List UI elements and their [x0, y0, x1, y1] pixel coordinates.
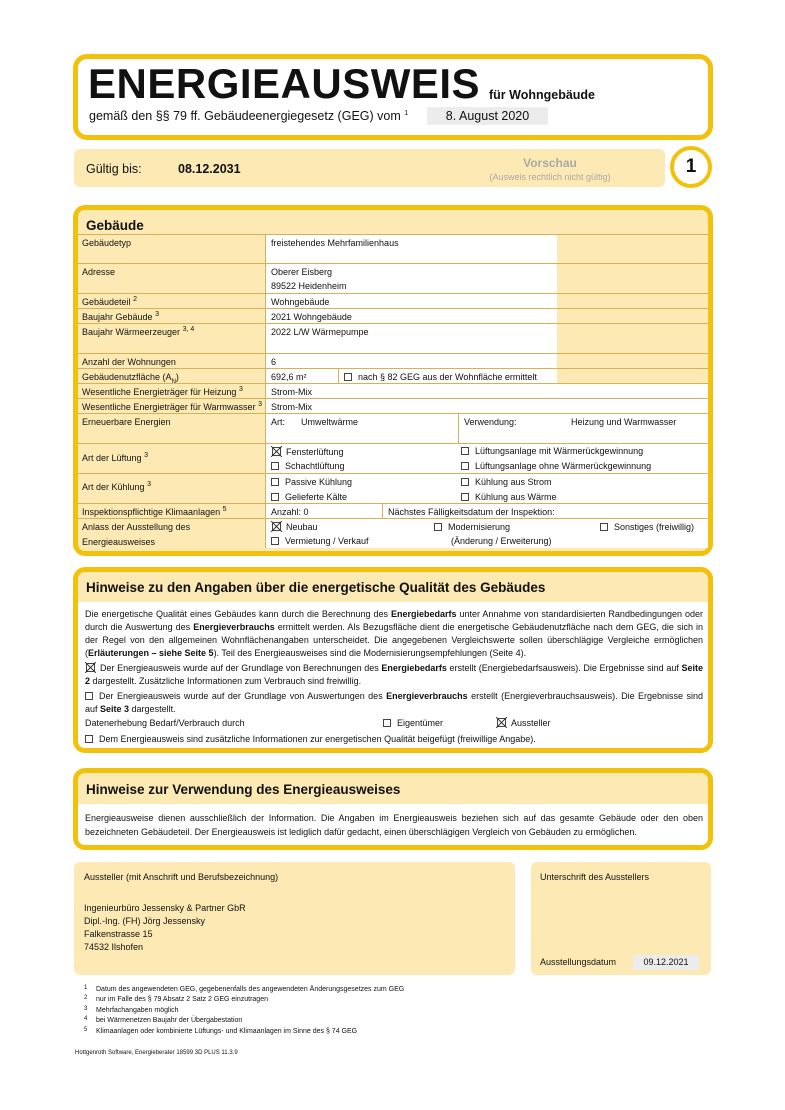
law-reference [89, 109, 408, 123]
renewables-use-value: Heizung und Warmwasser [571, 417, 677, 427]
water-carrier-sup: 3 [258, 401, 262, 408]
footnote-2: 2 nur im Falle des § 79 Absatz 2 Satz 2 GEG einzutragen [84, 995, 268, 1004]
ventilation-cell [265, 444, 708, 473]
heat-generator-sup: 3, 4 [182, 326, 195, 333]
area-option [344, 372, 537, 382]
building-type-label: Gebäudetyp [82, 238, 132, 248]
cooling-electric-text: Kühlung aus Strom [475, 477, 552, 487]
cooling-text: Art der Kühlung [82, 482, 145, 492]
area-cell [265, 369, 338, 383]
cooling-cell [265, 474, 708, 503]
data-owner: Eigentümer [383, 717, 443, 730]
water-carrier-label [82, 402, 262, 412]
data-owner-checkbox[interactable] [383, 719, 391, 727]
water-carrier-text: Wesentliche Energieträger für Warmwasser [82, 402, 256, 412]
renewables-type-value: Umweltwärme [301, 417, 359, 427]
quality-intro: Die energetische Qualität eines Gebäudes kann durch die Berechnung des Energiebedarfs unter Annahme von standardisierten Randbedingungen oder durch die Auswertung des Energieverbrauchs ermittelt werden. Als Bezugsfläche dient die energetische Gebäudenutzfläche nach dem GEG, die sich in der Regel von den allgemeinen Wohnflächenangaben unterscheidet. Die angegebenen Vergleichswerte sollen überschlägige Vergleiche ermöglichen (Erläuterungen – siehe Seite 5). Teil des Energieausweises sind die Modernisierungsempfehlungen (Seite 4). [85, 609, 703, 658]
heating-carrier-cell [265, 384, 708, 398]
ventilation-window-text: Fensterlüftung [286, 447, 344, 457]
ventilation-text: Art der Lüftung [82, 453, 142, 463]
ventilation-with-recovery-checkbox[interactable] [461, 447, 469, 455]
area-label-text: Gebäudenutzfläche (A [82, 372, 172, 382]
row-cooling [78, 473, 708, 503]
area-option-cell [338, 369, 557, 383]
row-heat-generator-year [78, 323, 708, 353]
row-ventilation [78, 443, 708, 473]
option-demand: Der Energieausweis wurde auf der Grundlage von Berechnungen des Energiebedarfs erstellt (Energiebedarfsausweis). Die Ergebnisse sind auf Seite 2 dargestellt. Zusätzliche Informationen zum Verbrauch sind freiwillig. [85, 663, 703, 686]
issuer-address [84, 902, 246, 954]
units-value: 6 [271, 357, 277, 367]
address-label: Adresse [82, 267, 116, 277]
law-text: gemäß den §§ 79 ff. Gebäudeenergiegesetz (GEG) vom [89, 109, 401, 123]
inspection-count: Anzahl: 0 [271, 507, 309, 517]
area-label-sub: N [171, 378, 176, 385]
building-type-cell [265, 235, 557, 263]
renewables-type-label: Art: [271, 417, 286, 427]
building-part-sup: 2 [133, 296, 137, 303]
occasion-other-checkbox[interactable] [600, 523, 608, 531]
ventilation-without-recovery-checkbox[interactable] [461, 462, 469, 470]
occasion-new-building [271, 521, 318, 532]
cooling-delivered-text: Gelieferte Kälte [285, 492, 348, 502]
ventilation-label [82, 453, 148, 463]
law-footnote-ref: 1 [404, 109, 409, 117]
occasion-modernisation [434, 522, 510, 532]
units-label: Anzahl der Wohnungen [82, 357, 176, 367]
issuer-box [74, 862, 515, 975]
area-value: 692,6 m² [271, 372, 307, 382]
occasion-rental-sale-checkbox[interactable] [271, 537, 279, 545]
inspection-label [82, 507, 227, 517]
building-year-sup: 3 [155, 311, 159, 318]
usage-hints-body [78, 804, 708, 845]
footnote-4: 4 bei Wärmenetzen Baujahr der Übergabestation [84, 1016, 243, 1025]
issue-date-label: Ausstellungsdatum [540, 957, 617, 967]
footnote-1: 1 Datum des angewendeten GEG, gegebenenfalls des angewendeten Änderungsgesetzes zum GEG [84, 985, 405, 993]
cooling-sup: 3 [147, 481, 151, 488]
preview-title: Vorschau [523, 156, 577, 170]
building-part-value: Wohngebäude [271, 297, 330, 307]
preview-stamp [470, 156, 630, 182]
row-building-year [78, 308, 708, 323]
ventilation-without-recovery [461, 461, 651, 471]
ventilation-without-recovery-text: Lüftungsanlage ohne Wärmerückgewinnung [475, 461, 652, 471]
validity-date: 08.12.2031 [178, 162, 241, 176]
quality-hints-body [78, 602, 708, 748]
occasion-cell [265, 519, 708, 548]
building-year-text: Baujahr Gebäude [82, 312, 153, 322]
usage-hints-title: Hinweise zur Verwendung des Energieausweises [86, 782, 401, 797]
signature-label: Unterschrift des Ausstellers [540, 872, 650, 882]
validity-label: Gültig bis: [86, 162, 142, 176]
occasion-rental-sale-text: Vermietung / Verkauf [285, 536, 369, 546]
occasion-modernisation-text: Modernisierung [448, 522, 511, 532]
usage-hints-section [73, 768, 713, 850]
option-demand-checkbox[interactable] [85, 662, 96, 673]
occasion-rental-sale [271, 536, 369, 546]
usage-text: Energieausweise dienen ausschließlich der Information. Die Angaben im Energieausweis beziehen sich auf das gesamte Gebäude oder den oben bezeichneten Gebäudeteil. Der Energieausweis ist lediglich dafür gedacht, einen überschlägigen Vergleich von Gebäuden zu ermöglichen. [85, 813, 703, 837]
cooling-delivered [271, 492, 347, 502]
issuer-line-2: Dipl.-Ing. (FH) Jörg Jessensky [84, 916, 206, 926]
row-water-carrier [78, 398, 708, 413]
row-building-type [78, 234, 708, 263]
building-year-value: 2021 Wohngebäude [271, 312, 352, 322]
cooling-delivered-checkbox[interactable] [271, 493, 279, 501]
occasion-new-building-checkbox[interactable] [271, 521, 282, 532]
cooling-passive-checkbox[interactable] [271, 478, 279, 486]
row-renewables [78, 413, 708, 443]
document-subtitle: für Wohngebäude [489, 88, 596, 102]
heating-carrier-label [82, 387, 243, 397]
footnote-3: 3 Mehrfachangaben möglich [84, 1005, 179, 1014]
ventilation-with-recovery [461, 446, 643, 456]
ventilation-window-checkbox[interactable] [271, 446, 282, 457]
row-units [78, 353, 708, 368]
heating-carrier-value: Strom-Mix [271, 387, 312, 397]
area-option-checkbox[interactable] [344, 373, 352, 381]
software-credit: Hottgenroth Software, Energieberater 18599 3D PLUS 11.3.9 [75, 1050, 238, 1056]
building-year-cell [265, 309, 557, 323]
additional-info: Dem Energieausweis sind zusätzliche Informationen zur energetischen Qualität beigefügt (freiwillige Angabe). [85, 733, 536, 746]
address-cell [265, 264, 557, 293]
building-type-value: freistehendes Mehrfamilienhaus [271, 238, 399, 248]
row-usable-area [78, 368, 708, 383]
ventilation-shaft-text: Schachtlüftung [285, 461, 345, 471]
occasion-modernisation-checkbox[interactable] [434, 523, 442, 531]
renewables-use-cell [458, 414, 708, 443]
address-street: Oberer Eisberg [271, 267, 333, 277]
inspection-count-cell [265, 504, 382, 518]
cooling-passive-text: Passive Kühlung [285, 477, 353, 487]
occasion-label-1: Anlass der Ausstellung des [82, 522, 191, 532]
additional-info-checkbox[interactable] [85, 735, 93, 743]
document-title: ENERGIEAUSWEIS [88, 60, 481, 107]
inspection-sup: 5 [222, 506, 227, 513]
cooling-electric-checkbox[interactable] [461, 478, 469, 486]
row-inspection [78, 503, 708, 518]
occasion-new-building-text: Neubau [286, 522, 318, 532]
heating-carrier-text: Wesentliche Energieträger für Heizung [82, 387, 237, 397]
cooling-passive [271, 477, 352, 487]
occasion-label-2: Energieausweises [82, 537, 156, 547]
issuer-line-3: Falkenstrasse 15 [84, 929, 153, 939]
footnote-5: 5 Klimaanlagen oder kombinierte Lüftungs- und Klimaanlagen im Sinne des § 74 GEG [84, 1026, 358, 1035]
building-part-text: Gebäudeteil [82, 297, 131, 307]
quality-hints-section [73, 567, 713, 753]
heating-carrier-sup: 3 [238, 386, 243, 393]
building-title: Gebäude [86, 218, 144, 233]
row-building-part [78, 293, 708, 308]
water-carrier-cell [265, 399, 708, 413]
renewables-type-cell [265, 414, 458, 443]
cooling-heat-checkbox[interactable] [461, 493, 469, 501]
inspection-text: Inspektionspflichtige Klimaanlagen [82, 507, 221, 517]
renewables-use-label: Verwendung: [464, 417, 517, 427]
ventilation-with-recovery-text: Lüftungsanlage mit Wärmerückgewinnung [475, 446, 644, 456]
cooling-label [82, 482, 151, 492]
row-occasion [78, 518, 708, 548]
heat-generator-text: Baujahr Wärmeerzeuger [82, 327, 181, 337]
building-part-label [82, 297, 137, 307]
address-city: 89522 Heidenheim [271, 281, 347, 291]
occasion-other [600, 522, 694, 532]
footnotes [84, 984, 404, 1036]
page-number: 1 [670, 146, 712, 188]
ventilation-shaft [271, 461, 345, 471]
units-cell [265, 354, 557, 368]
issuer-label: Aussteller (mit Anschrift und Berufsbezeichnung) [84, 872, 279, 882]
heat-generator-cell [265, 324, 557, 353]
issuer-line-4: 74532 Ilshofen [84, 942, 144, 952]
issuer-line-1: Ingenieurbüro Jessensky & Partner GbR [84, 903, 246, 913]
building-year-label [82, 312, 159, 322]
cooling-electric [461, 477, 552, 487]
quality-hints-title: Hinweise zu den Angaben über die energetische Qualität des Gebäudes [86, 580, 546, 595]
building-part-cell [265, 294, 557, 308]
ventilation-sup: 3 [144, 452, 148, 459]
issue-date-value: 09.12.2021 [633, 955, 699, 970]
heat-generator-value: 2022 L/W Wärmepumpe [271, 327, 369, 337]
inspection-next: Nächstes Fälligkeitsdatum der Inspektion: [388, 507, 555, 517]
row-heating-carrier [78, 383, 708, 398]
area-option-text: nach § 82 GEG aus der Wohnfläche ermittelt [358, 372, 537, 382]
preview-note: (Ausweis rechtlich nicht gültig) [489, 172, 611, 182]
heat-generator-label [82, 327, 194, 337]
ventilation-shaft-checkbox[interactable] [271, 462, 279, 470]
cooling-heat [461, 492, 557, 502]
option-consumption: Der Energieausweis wurde auf der Grundlage von Auswertungen des Energieverbrauchs erstellt (Energieverbrauchsausweis). Die Ergebnisse sind auf Seite 3 dargestellt. [85, 691, 703, 714]
data-issuer: Aussteller [496, 717, 551, 730]
cooling-heat-text: Kühlung aus Wärme [475, 492, 557, 502]
law-date: 8. August 2020 [427, 107, 548, 125]
occasion-change: (Änderung / Erweiterung) [451, 536, 552, 546]
data-collection-label: Datenerhebung Bedarf/Verbrauch durch [85, 718, 245, 728]
occasion-other-text: Sonstiges (freiwillig) [614, 522, 695, 532]
ventilation-window [271, 446, 344, 457]
water-carrier-value: Strom-Mix [271, 402, 312, 412]
inspection-next-cell [382, 504, 708, 518]
option-consumption-checkbox[interactable] [85, 692, 93, 700]
renewables-label: Erneuerbare Energien [82, 417, 171, 427]
data-issuer-checkbox[interactable] [496, 717, 507, 728]
area-label-end: ) [175, 372, 179, 382]
row-address [78, 263, 708, 293]
